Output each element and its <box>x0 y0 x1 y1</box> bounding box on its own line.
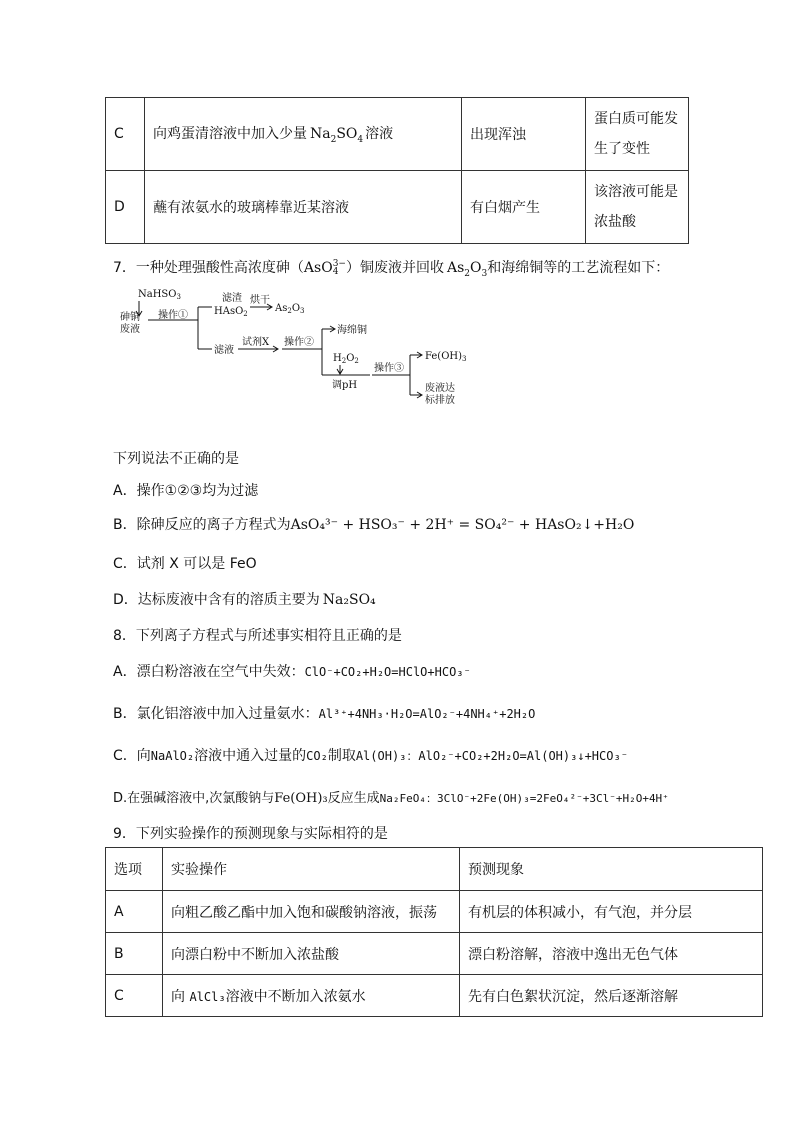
discharge-label: 废液达 <box>425 383 455 394</box>
q8-option-d: D.在强碱溶液中,次氯酸钠与Fe(OH)₃反应生成Na₂FeO₄：3ClO⁻+2Fe(OH)₃=2FeO₄²⁻+3Cl⁻+H₂O+4H⁺ <box>113 791 669 806</box>
option-cell: C <box>106 975 163 1017</box>
phenomenon-cell: 先有白色絮状沉淀，然后逐渐溶解 <box>460 975 763 1017</box>
conclusion-cell: 蛋白质可能发 生了变性 <box>586 98 689 171</box>
process-flow-diagram <box>110 287 470 412</box>
waste-label-2: 废液 <box>120 324 140 335</box>
table-row <box>106 933 763 975</box>
header-operation: 实验操作 <box>163 848 460 891</box>
nahso3-label: NaHSO$_3$ <box>138 289 181 301</box>
residue-label: 滤渣 <box>222 293 242 304</box>
q7-option-c: C．试剂 X 可以是 FeO <box>113 556 257 572</box>
discharge-label-2: 标排放 <box>425 395 455 406</box>
ph-label: 调pH <box>332 380 358 391</box>
q8-option-c: C．向NaAlO₂溶液中通入过量的CO₂制取Al(OH)₃：AlO₂⁻+CO₂+2H₂O=Al(OH)₃↓+HCO₃⁻ <box>113 748 628 764</box>
operation-cell: 向 AlCl₃溶液中不断加入浓氨水 <box>163 975 460 1017</box>
reagent-label: 试剂X <box>242 337 270 348</box>
option-cell: A <box>106 891 163 933</box>
table-row <box>106 171 689 244</box>
as2o3-label: $As_2O_3$ <box>275 303 305 315</box>
h2o2-label: $H_2O_2$ <box>333 353 359 365</box>
operation-cell: 向漂白粉中不断加入浓盐酸 <box>163 933 460 975</box>
operation-cell: 向粗乙酸乙酯中加入饱和碳酸钠溶液，振荡 <box>163 891 460 933</box>
q7-prompt: 下列说法不正确的是 <box>113 451 239 467</box>
sponge-copper-label: 海绵铜 <box>337 325 367 336</box>
feoh3-label: $Fe(OH)_3$ <box>425 351 467 363</box>
q8-stem: 8．下列离子方程式与所述事实相符且正确的是 <box>113 628 402 644</box>
q8-option-a: A．漂白粉溶液在空气中失效：ClO⁻+CO₂+H₂O=HClO+HCO₃⁻ <box>113 664 471 680</box>
option-cell: C <box>106 98 145 171</box>
waste-label: 砷铜 <box>120 312 140 323</box>
conclusion-cell: 该溶液可能是 浓盐酸 <box>586 171 689 244</box>
header-option: 选项 <box>106 848 163 891</box>
phenomenon-cell: 有机层的体积减小，有气泡，并分层 <box>460 891 763 933</box>
q9-stem: 9．下列实验操作的预测现象与实际相符的是 <box>113 826 388 842</box>
q7-option-d: D．达标废液中含有的溶质主要为 Na₂SO₄ <box>113 592 376 608</box>
q7-option-a: A．操作①②③均为过滤 <box>113 483 259 499</box>
table-header-row <box>106 848 763 891</box>
option-cell: B <box>106 933 163 975</box>
table-row <box>106 975 763 1017</box>
operation-cell: 向鸡蛋清溶液中加入少量 $Na_2SO_4$ 溶液 <box>145 98 462 171</box>
op1-label: 操作① <box>158 310 188 321</box>
q8-option-b: B．氯化铝溶液中加入过量氨水：Al³⁺+4NH₃·H₂O=AlO₂⁻+4NH₄⁺+2H₂O <box>113 706 536 722</box>
op3-label: 操作③ <box>374 363 404 374</box>
dry-label: 烘干 <box>250 295 270 306</box>
haso2-label: HAsO$_2$ <box>214 306 248 318</box>
option-cell: D <box>106 171 145 244</box>
operation-cell: 蘸有浓氨水的玻璃棒靠近某溶液 <box>145 171 462 244</box>
q7-stem: 7．一种处理强酸性高浓度砷（AsO 3− 4 ）铜废液并回收 $As_2O_3$和海绵铜等的工艺流程如下： <box>113 259 670 279</box>
header-phenomenon: 预测现象 <box>460 848 763 891</box>
q9-table <box>105 847 763 1017</box>
phenomenon-cell: 漂白粉溶解，溶液中逸出无色气体 <box>460 933 763 975</box>
phenomenon-cell: 有白烟产生 <box>462 171 586 244</box>
top-table <box>105 97 689 244</box>
table-row <box>106 891 763 933</box>
q7-option-b: B．除砷反应的离子方程式为AsO₄³⁻ + HSO₃⁻ + 2H⁺ = SO₄²⁻ + HAsO₂↓+H₂O <box>113 517 635 533</box>
table-row <box>106 98 689 171</box>
phenomenon-cell: 出现浑浊 <box>462 98 586 171</box>
filtrate-label: 滤液 <box>214 345 234 356</box>
op2-label: 操作② <box>284 337 314 348</box>
